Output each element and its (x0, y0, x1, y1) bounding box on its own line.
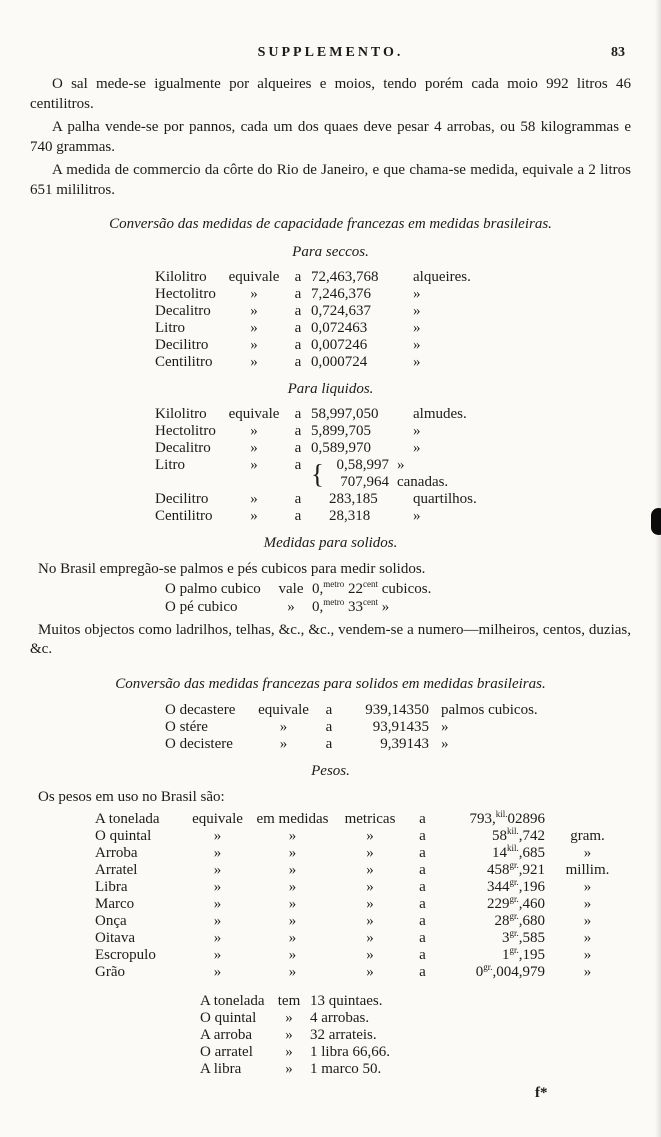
page-number: 83 (611, 45, 625, 60)
ditto-mark: » (288, 947, 297, 963)
unit-superscript: cent (363, 596, 378, 607)
preposition: a (419, 913, 426, 929)
weight-name: O quintal (95, 828, 152, 844)
page-edge-shadow (655, 0, 661, 1137)
preposition: a (294, 337, 302, 353)
weight-name: Libra (95, 879, 128, 895)
signature-mark: f* (535, 1085, 548, 1101)
measure-name: O pé cubico (165, 598, 238, 615)
ditto-mark: » (366, 896, 374, 912)
table-row (155, 303, 631, 320)
preposition: a (325, 701, 333, 718)
table-row (95, 947, 631, 964)
ditto-mark: » (583, 845, 592, 861)
unit-superscript: gr. (509, 860, 519, 870)
measure-value: 939,14350 (365, 701, 429, 718)
preposition: a (419, 930, 426, 946)
equivalences-table (200, 993, 631, 1078)
unit-superscript: gr. (483, 962, 493, 972)
ditto-mark: » (213, 828, 222, 844)
ditto-mark: » (285, 1044, 293, 1060)
ditto-mark: » (250, 354, 258, 370)
table-row (95, 930, 631, 947)
ditto-mark: » (288, 845, 297, 861)
ditto-mark: » (213, 913, 222, 929)
brace-glyph: { (311, 459, 324, 489)
weight-value: $344^{gr.},196$ (486, 877, 545, 895)
weight-name: A libra (200, 1061, 242, 1077)
braced-values (311, 457, 448, 491)
weight-name: A tonelada (95, 811, 160, 827)
table-row (155, 440, 631, 457)
preposition: a (419, 896, 426, 912)
ditto-mark: » (288, 828, 297, 844)
table-row (165, 702, 631, 719)
ditto-mark: » (366, 862, 374, 878)
measure-value: 0,007246 (311, 337, 368, 353)
table-row (95, 879, 631, 896)
ditto-mark: » (250, 286, 258, 302)
weight-name: Arroba (95, 845, 138, 861)
measure-name: O palmo cubico (165, 580, 261, 597)
table-row (95, 862, 631, 879)
measure-name: O stére (165, 718, 208, 735)
weight-name: A tonelada (200, 993, 265, 1009)
ditto-mark: » (583, 947, 592, 963)
ditto-mark: » (213, 862, 222, 878)
unit-superscript: gr. (509, 877, 519, 887)
solidos-intro: No Brasil empregão-se palmos e pés cubicos para medir solidos. (38, 561, 426, 577)
ditto-mark: » (366, 828, 374, 844)
preposition: a (294, 406, 302, 422)
solids-conversion-table (165, 702, 631, 753)
measure-value: 58,997,050 (311, 406, 379, 422)
weight-value: $229^{gr.},460$ (486, 894, 545, 912)
ditto-mark: » (250, 337, 258, 353)
ditto-mark: » (213, 930, 222, 946)
unit-superscript: metro (323, 596, 345, 607)
weight-value: $0^{gr.},004,979$ (475, 962, 545, 980)
measure-value: 28,318 (329, 508, 371, 524)
unit-superscript: gr. (509, 894, 519, 904)
preposition: a (419, 862, 426, 878)
table-row (155, 354, 631, 371)
preposition: a (419, 964, 426, 980)
ditto-mark: » (413, 320, 421, 336)
capacity-conversion-heading: Conversão das medidas de capacidade francezas em medidas brasileiras. (109, 216, 552, 232)
ditto-mark: » (441, 735, 449, 752)
pesos-intro: Os pesos em uso no Brasil são: (38, 788, 225, 805)
unit-superscript: gr. (509, 945, 519, 955)
unit-superscript: kil. (506, 843, 519, 853)
measure-name: O decistere (165, 735, 233, 752)
ditto-mark: » (413, 354, 421, 370)
measure-name: Hectolitro (155, 286, 216, 302)
weight-name: Onça (95, 913, 127, 929)
equivalence-word: equivale (228, 269, 280, 285)
table-row (95, 828, 631, 845)
measure-name: Decilitro (155, 337, 209, 353)
unit-superscript: gr. (509, 928, 519, 938)
preposition: a (294, 440, 302, 456)
ditto-mark: » (413, 440, 421, 456)
ditto-mark: » (288, 879, 297, 895)
table-row (95, 845, 631, 862)
weight-name: A arroba (200, 1027, 253, 1043)
measure-value: 0,724,637 (311, 303, 371, 319)
seccos-subtitle: Para seccos. (292, 244, 369, 260)
equivalence-value: 1 marco 50. (310, 1061, 382, 1077)
measure-unit: palmos cubicos. (441, 701, 538, 718)
equivalence-word: equivale (258, 701, 309, 718)
ditto-mark: » (413, 337, 421, 353)
column-word: em medidas (256, 811, 329, 827)
preposition: a (294, 286, 302, 302)
measure-name: Kilolitro (155, 269, 207, 285)
preposition: a (294, 491, 302, 507)
preposition: a (419, 845, 426, 861)
table-row (95, 811, 631, 828)
table-row (155, 491, 631, 508)
ditto-mark: » (413, 286, 421, 302)
ditto-mark: » (366, 879, 374, 895)
weight-value: $58^{kil.},742$ (491, 826, 545, 844)
table-row (200, 993, 631, 1010)
equivalence-value: 13 quintaes. (310, 993, 383, 1009)
ditto-mark: » (213, 964, 222, 980)
pesos-subtitle: Pesos. (311, 762, 350, 779)
equivalence-value: 1 libra 66,66. (310, 1044, 390, 1060)
unit-superscript: metro (323, 578, 345, 589)
weight-unit: millim. (565, 862, 610, 878)
measure-name: Decalitro (155, 303, 211, 319)
preposition: a (419, 828, 426, 844)
table-row (200, 1061, 631, 1078)
page-header (30, 44, 631, 62)
ditto-mark: » (366, 845, 374, 861)
table-row (95, 913, 631, 930)
solidos-row (165, 598, 631, 616)
table-row (95, 964, 631, 981)
preposition: a (419, 811, 426, 827)
equivalence-value: 4 arrobas. (310, 1010, 370, 1026)
preposition: a (294, 508, 302, 524)
ditto-mark: » (583, 896, 592, 912)
measure-name: Centilitro (155, 354, 213, 370)
objects-note: Muitos objectos como ladrilhos, telhas, &c., &c., vendem-se a numero—milheiros, centos, duzias, &c. (30, 621, 631, 657)
preposition: a (419, 947, 426, 963)
table-row (200, 1010, 631, 1027)
ditto-mark: » (583, 913, 592, 929)
measure-unit: almudes. (413, 406, 467, 422)
running-title: SUPPLEMENTO. (257, 45, 404, 60)
measure-unit: quartilhos. (413, 491, 477, 507)
table-row-litro-braced (155, 457, 631, 491)
table-row (155, 406, 631, 423)
weight-value: $458^{gr.},921$ (486, 860, 545, 878)
equivalence-word: equivale (192, 811, 243, 827)
liquidos-table (155, 406, 631, 525)
paragraph-palha: A palha vende-se por pannos, cada um dos quaes deve pesar 4 arrobas, ou 58 kilogrammas e 740 grammas. (30, 119, 631, 155)
measure-value: 7,246,376 (311, 286, 371, 302)
ditto-mark: » (366, 947, 374, 963)
weight-unit: gram. (570, 828, 605, 844)
measure-value: 0,072463 (311, 320, 368, 336)
weight-value: $1^{gr.},195$ (501, 945, 545, 963)
table-row (200, 1044, 631, 1061)
measure-value: 5,899,705 (311, 423, 371, 439)
unit-superscript: kil. (506, 826, 519, 836)
measure-name: Litro (155, 457, 185, 473)
measure-value: 72,463,768 (311, 269, 379, 285)
ditto-mark: » (288, 862, 297, 878)
solidos-subtitle: Medidas para solidos. (263, 535, 398, 551)
measure-value: 9,39143 (380, 735, 429, 752)
ditto-mark: » (213, 947, 222, 963)
ditto-mark: » (287, 598, 295, 615)
measure-name: O decastere (165, 701, 236, 718)
preposition: a (419, 879, 426, 895)
equivalence-word: vale (278, 580, 304, 597)
measure-unit: canadas. (396, 474, 449, 490)
pesos-table (95, 811, 631, 981)
measure-name: Decalitro (155, 440, 211, 456)
preposition: a (294, 354, 302, 370)
weight-name: O arratel (200, 1044, 253, 1060)
ditto-mark: » (279, 735, 288, 752)
measure-name: Decilitro (155, 491, 209, 507)
ditto-mark: » (288, 896, 297, 912)
table-row (165, 719, 631, 736)
ditto-mark: » (250, 320, 258, 336)
measure-value: 0,589,970 (311, 440, 371, 456)
measure-name: Kilolitro (155, 406, 207, 422)
liquidos-subtitle: Para liquidos. (287, 381, 374, 397)
preposition: a (294, 320, 302, 336)
table-row (155, 286, 631, 303)
weight-value: $28^{gr.},680$ (494, 911, 545, 929)
ditto-mark: » (366, 913, 374, 929)
preposition: a (325, 718, 333, 735)
ditto-mark: » (250, 440, 258, 456)
measure-name: Litro (155, 320, 185, 336)
preposition: a (294, 423, 302, 439)
column-word: metricas (344, 811, 396, 827)
ditto-mark: » (583, 964, 592, 980)
table-row (155, 423, 631, 440)
table-row (200, 1027, 631, 1044)
solidos-row (165, 580, 631, 598)
paragraph-medida: A medida de commercio da côrte do Rio de Janeiro, e que chama-se medida, equivale a 2 litros 651 mililitros. (30, 162, 631, 198)
weight-name: Escropulo (95, 947, 156, 963)
weight-name: Oitava (95, 930, 135, 946)
ditto-mark: » (285, 1061, 293, 1077)
table-row (155, 508, 631, 525)
ditto-mark: » (288, 964, 297, 980)
measure-value: 283,185 (329, 491, 378, 507)
ditto-mark: » (366, 964, 374, 980)
measure-name: Centilitro (155, 508, 213, 524)
measure-value: 93,91435 (372, 718, 429, 735)
paragraph-sal: O sal mede-se igualmente por alqueires e moios, tendo porém cada moio 992 litros 46 centilitros. (30, 76, 631, 112)
ditto-mark: » (250, 491, 258, 507)
ditto-mark: » (285, 1027, 293, 1043)
measure-unit: alqueires. (413, 269, 471, 285)
ditto-mark: » (413, 423, 421, 439)
ditto-mark: » (288, 930, 297, 946)
ditto-mark: » (583, 879, 592, 895)
measure-value: 0,$^{metro}$ $22^{cent}$ cubicos. (312, 578, 432, 597)
weight-name: Grão (95, 964, 125, 980)
preposition: a (294, 269, 302, 285)
ditto-mark: » (396, 457, 405, 473)
unit-superscript: cent (363, 578, 378, 589)
seccos-table (155, 269, 631, 371)
table-row (155, 269, 631, 286)
measure-value: 0,$^{metro}$ $33^{cent}$ » (312, 596, 390, 615)
preposition: a (325, 735, 333, 752)
ditto-mark: » (285, 1010, 293, 1026)
measure-value: 0,000724 (311, 354, 368, 370)
preposition: a (294, 303, 302, 319)
preposition: a (294, 457, 302, 473)
ditto-mark: » (213, 879, 222, 895)
unit-superscript: kil. (495, 809, 508, 819)
ditto-mark: » (413, 508, 421, 524)
ditto-mark: » (441, 718, 449, 735)
measure-value: 0,58,997 (336, 457, 389, 473)
equivalence-word: equivale (228, 406, 280, 422)
ditto-mark: » (213, 845, 222, 861)
ditto-mark: » (213, 896, 222, 912)
ditto-mark: » (583, 930, 592, 946)
ditto-mark: » (366, 930, 374, 946)
ditto-mark: » (250, 508, 258, 524)
ditto-mark: » (288, 913, 297, 929)
table-row (155, 320, 631, 337)
weight-unit (545, 811, 630, 828)
equivalence-word: tem (277, 993, 301, 1009)
table-row (155, 337, 631, 354)
ditto-mark: » (250, 423, 258, 439)
table-row (165, 736, 631, 753)
ditto-mark: » (413, 303, 421, 319)
equivalence-value: 32 arrateis. (310, 1027, 377, 1043)
weight-value: 793,$^{kil.}$02896 (469, 809, 545, 827)
weight-value: $14^{kil.},685$ (491, 843, 545, 861)
weight-value: $3^{gr.},585$ (501, 928, 545, 946)
table-row (95, 896, 631, 913)
ditto-mark: » (279, 718, 288, 735)
measure-name: Hectolitro (155, 423, 216, 439)
ditto-mark: » (250, 303, 258, 319)
weight-name: Marco (95, 896, 135, 912)
weight-name: Arratel (95, 862, 138, 878)
solids-conversion-heading: Conversão das medidas francezas para solidos em medidas brasileiras. (115, 675, 546, 692)
weight-name: O quintal (200, 1010, 257, 1026)
unit-superscript: gr. (509, 911, 519, 921)
measure-value: 707,964 (340, 474, 389, 490)
ditto-mark: » (250, 457, 258, 473)
